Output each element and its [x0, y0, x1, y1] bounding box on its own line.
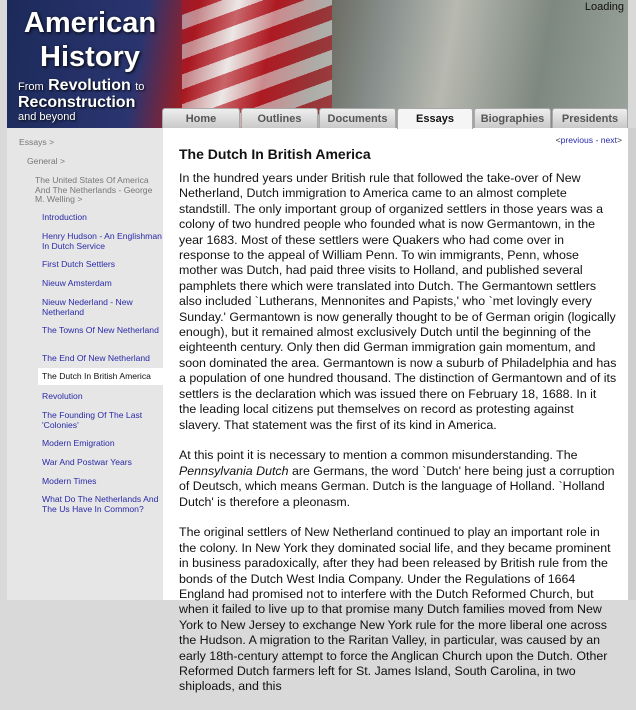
paragraph: The original settlers of New Netherland continued to play an important role in the colony. In New York they dominated social life, and they became prominent in business paradoxically, after they had been released by British rule from the bonds of the Dutch West India Company. Under the Regulations of 1664 England had promised not to interfere with the Dutch Reformed Church, but when it failed to live up to that promise many Dutch families moved from New York to New Jersey to exchange New York rule for the more liberal one across the Hudson. A migration to the Raritan Valley, in particular, was caused by an early 18th-century attempt to force the Anglican Church upon the Dutch. Other Reformed Dutch farmers left for St. James Island, South Carolina, in two shiploads, and this — [179, 525, 611, 694]
main-nav-tabs — [162, 108, 629, 129]
breadcrumb-general[interactable]: General > — [27, 156, 65, 166]
logo-text: American — [23, 7, 157, 39]
tagline-text: From — [18, 81, 44, 93]
tagline-text: to — [135, 81, 145, 93]
tagline-text: and beyond — [18, 111, 76, 123]
paragraph: In the hundred years under British rule that followed the take-over of New Netherland, Dutch immigration to America came to an almost complete standstill. The only important group of organized settlers in those years was a colony of two hundred people who founded what is now Germantown, in the year 1683. Most of these settlers were Quakers who had come over in response to the appeal of William Penn. To win immigrants, Penn, whose mother was Dutch, had paid three visits to Holland, and published several pamphlets there which were translated into Dutch. The Germantown settlers also included `Lutherans, Mennonites and Papists,' who `met lovingly every Sunday.' Germantown is now generally thought to be of German origin (logically enough), but it remained almost exclusively Dutch until the beginning of the eighteenth century. Only then did German immigration gain momentum, and soon dominated the area. Germantown is now a suburb of Philadelphia and has a population of one hundred thousand. The distinction of Germantown and of its settlers is the declaration which was issued there on February 18, 1688. In it the leading local citizens put themselves on record as protesting against slavery. That statement was the first of its kind in America. — [179, 171, 617, 432]
scrollbar[interactable] — [628, 128, 636, 600]
tab-home[interactable]: Home — [162, 108, 240, 128]
tab-outlines[interactable]: Outlines — [241, 108, 318, 128]
tab-essays[interactable]: Essays — [397, 108, 473, 129]
sidebar-item-introduction[interactable]: Introduction — [42, 212, 87, 222]
site-logo[interactable] — [15, 6, 165, 74]
tagline-text: Reconstruction — [18, 94, 136, 111]
sidebar-item-modern-emigration[interactable]: Modern Emigration — [42, 438, 115, 448]
text: At this point it is necessary to mention a common misunderstanding. The — [179, 448, 578, 463]
sidebar-item-towns[interactable]: The Towns Of New Netherland — [42, 325, 159, 335]
sidebar — [7, 128, 163, 600]
previous-link[interactable]: previous — [560, 135, 594, 145]
main-content — [163, 128, 628, 694]
sidebar-item-dutch-british-america[interactable]: The Dutch In British America — [38, 368, 163, 385]
breadcrumb-essay[interactable]: The United States Of America And The Netherlands - George M. Welling > — [35, 175, 153, 205]
sidebar-item-modern-times[interactable]: Modern Times — [42, 476, 97, 486]
logo-text: History — [40, 41, 140, 73]
separator: - — [593, 135, 601, 145]
loading-indicator: Loading — [584, 1, 624, 13]
sidebar-item-first-dutch-settlers[interactable]: First Dutch Settlers — [42, 259, 116, 269]
tab-biographies[interactable]: Biographies — [474, 108, 551, 128]
sidebar-item-end-new-netherland[interactable]: The End Of New Netherland — [42, 353, 150, 363]
tab-presidents[interactable]: Presidents — [552, 108, 628, 128]
sidebar-item-henry-hudson[interactable]: Henry Hudson - An Englishman In Dutch Service — [42, 231, 162, 251]
page-title: The Dutch In British America — [179, 146, 371, 162]
sidebar-item-nieuw-nederland[interactable]: Nieuw Nederland - New Netherland — [42, 297, 133, 317]
sidebar-item-war-postwar[interactable]: War And Postwar Years — [42, 457, 132, 467]
article-body — [179, 171, 617, 710]
tagline-text: Revolution — [48, 77, 131, 94]
paragraph — [179, 448, 617, 510]
pagination: <previous - next> — [555, 135, 622, 145]
sidebar-item-common[interactable]: What Do The Netherlands And The Us Have In Common? — [42, 494, 159, 514]
tab-documents[interactable]: Documents — [319, 108, 396, 128]
site-tagline — [18, 78, 144, 125]
sidebar-item-nieuw-amsterdam[interactable]: Nieuw Amsterdam — [42, 278, 112, 288]
breadcrumb-essays[interactable]: Essays > — [19, 137, 55, 147]
next-link[interactable]: next — [600, 135, 617, 145]
text: are Germans, the word `Dutch' here being just a corruption of Deutsch, which means German. Dutch is the language of Holland. `Holland Dutch' is therefore a pleonasm. — [179, 463, 615, 509]
text-italic: Pennsylvania Dutch — [179, 463, 289, 478]
sidebar-item-revolution[interactable]: Revolution — [42, 391, 83, 401]
sidebar-item-founding-colonies[interactable]: The Founding Of The Last 'Colonies' — [42, 410, 143, 430]
